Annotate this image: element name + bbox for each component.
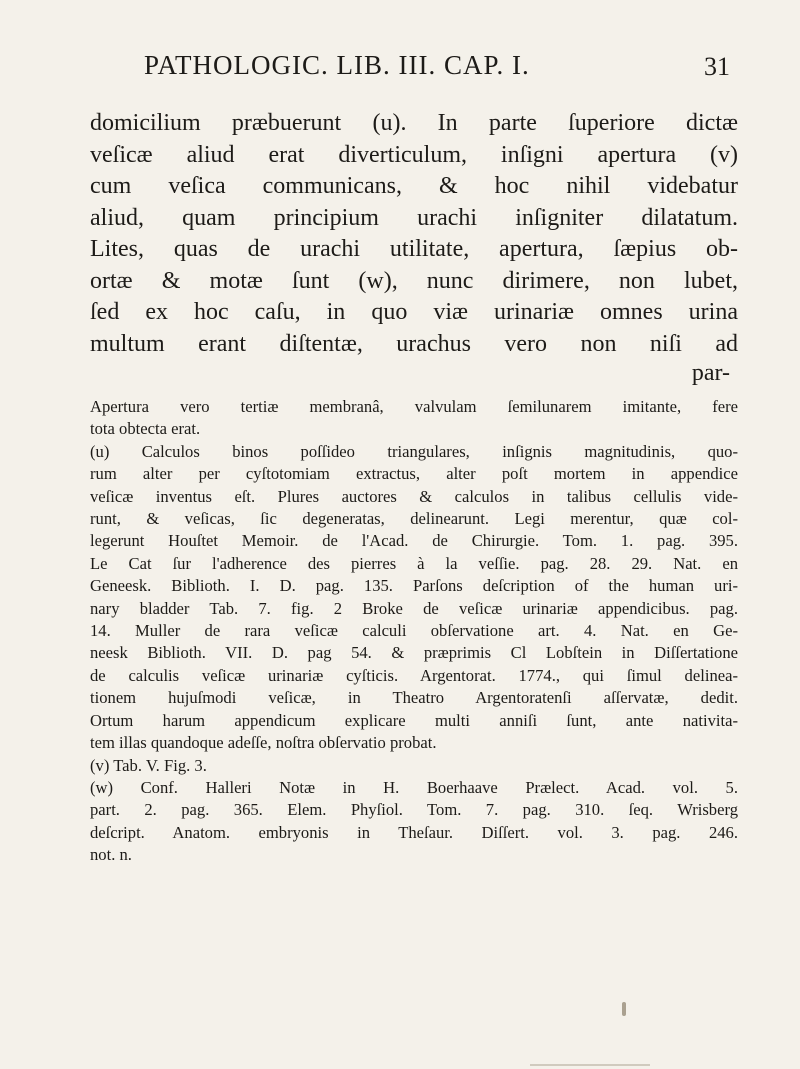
page-number: 31 (704, 52, 730, 81)
footnote-line: tota obtecta erat. (90, 419, 201, 439)
main-text (90, 108, 738, 360)
footnote-line: tionem hujuſmodi veſicæ, in Theatro Argentoratenſi aſſervatæ, dedit. (90, 688, 738, 708)
running-title: PATHOLOGIC. LIB. III. CAP. I. (144, 50, 530, 80)
footnote-line: not. n. (90, 845, 132, 865)
footnote-line: Apertura vero tertiæ membranâ, valvulam ſemilunarem imitante, fere (90, 397, 738, 416)
footnote-line: veſicæ inventus eſt. Plures auctores & calculos in talibus cellulis vide- (90, 486, 738, 506)
main-text-line: domicilium præbuerunt (u). In parte ſuperiore dictæ (90, 110, 738, 136)
main-text-line: Lites, quas de urachi utilitate, apertura, ſæpius ob- (90, 236, 738, 262)
footnote-line: (w) Conf. Halleri Notæ in H. Boerhaave Prælect. Acad. vol. 5. (90, 777, 738, 797)
footnote-line: runt, & veſicas, ſic degeneratas, delinearunt. Legi merentur, quæ col- (90, 509, 738, 529)
main-text-line: multum erant diſtentæ, urachus vero non niſi ad (90, 330, 738, 357)
footnote-line: 14. Muller de rara veſicæ calculi obſervatione art. 4. Nat. en Ge- (90, 621, 738, 641)
footnote-line: Ortum harum appendicum explicare multi anniſi ſunt, ante nativita- (90, 710, 738, 730)
footnote-line: legerunt Houſtet Memoir. de l'Acad. de Chirurgie. Tom. 1. pag. 395. (90, 531, 738, 551)
catchword-line (90, 360, 738, 392)
main-text-line: aliud, quam principium urachi inſigniter dilatatum. (90, 204, 738, 231)
footnote-line: part. 2. pag. 365. Elem. Phyſiol. Tom. 7. pag. 310. ſeq. Wrisberg (90, 800, 738, 820)
footnote-line: (u) Calculos binos poſſideo triangulares, inſignis magnitudinis, quo- (90, 441, 738, 461)
footnote-line: deſcript. Anatom. embryonis in Theſaur. Diſſert. vol. 3. pag. 246. (90, 822, 738, 842)
footnotes (90, 396, 738, 867)
running-head (90, 50, 738, 100)
footnote-line: rum alter per cyſtotomiam extractus, alter poſt mortem in appendice (90, 464, 738, 484)
catchword: par- (691, 360, 730, 386)
ink-speck (622, 1002, 626, 1016)
footnote-line: Geneesk. Biblioth. I. D. pag. 135. Parſons deſcription of the human uri- (90, 576, 738, 596)
main-text-line: ſed ex hoc caſu, in quo viæ urinariæ omnes urina (90, 299, 738, 325)
footnote-line: neesk Biblioth. VII. D. pag 54. & præprimis Cl Lobſtein in Diſſertatione (90, 643, 738, 663)
page-smudge (530, 1064, 650, 1066)
footnote-line: tem illas quandoque adeſſe, noſtra obſervatio probat. (90, 733, 437, 753)
main-text-line: cum veſica communicans, & hoc nihil videbatur (90, 173, 738, 199)
main-text-line: ortæ & motæ ſunt (w), nunc dirimere, non lubet, (90, 267, 738, 294)
footnote-line: de calculis veſicæ urinariæ cyſticis. Argentorat. 1774., qui ſimul delinea- (90, 665, 738, 685)
footnote-line: nary bladder Tab. 7. fig. 2 Broke de veſicæ urinariæ appendicibus. pag. (90, 598, 738, 618)
footnote-line: Le Cat ſur l'adherence des pierres à la veſſie. pag. 28. 29. Nat. en (90, 553, 738, 573)
main-text-line: veſicæ aliud erat diverticulum, inſigni apertura (v) (90, 141, 738, 168)
footnote-line: (v) Tab. V. Fig. 3. (90, 755, 207, 775)
